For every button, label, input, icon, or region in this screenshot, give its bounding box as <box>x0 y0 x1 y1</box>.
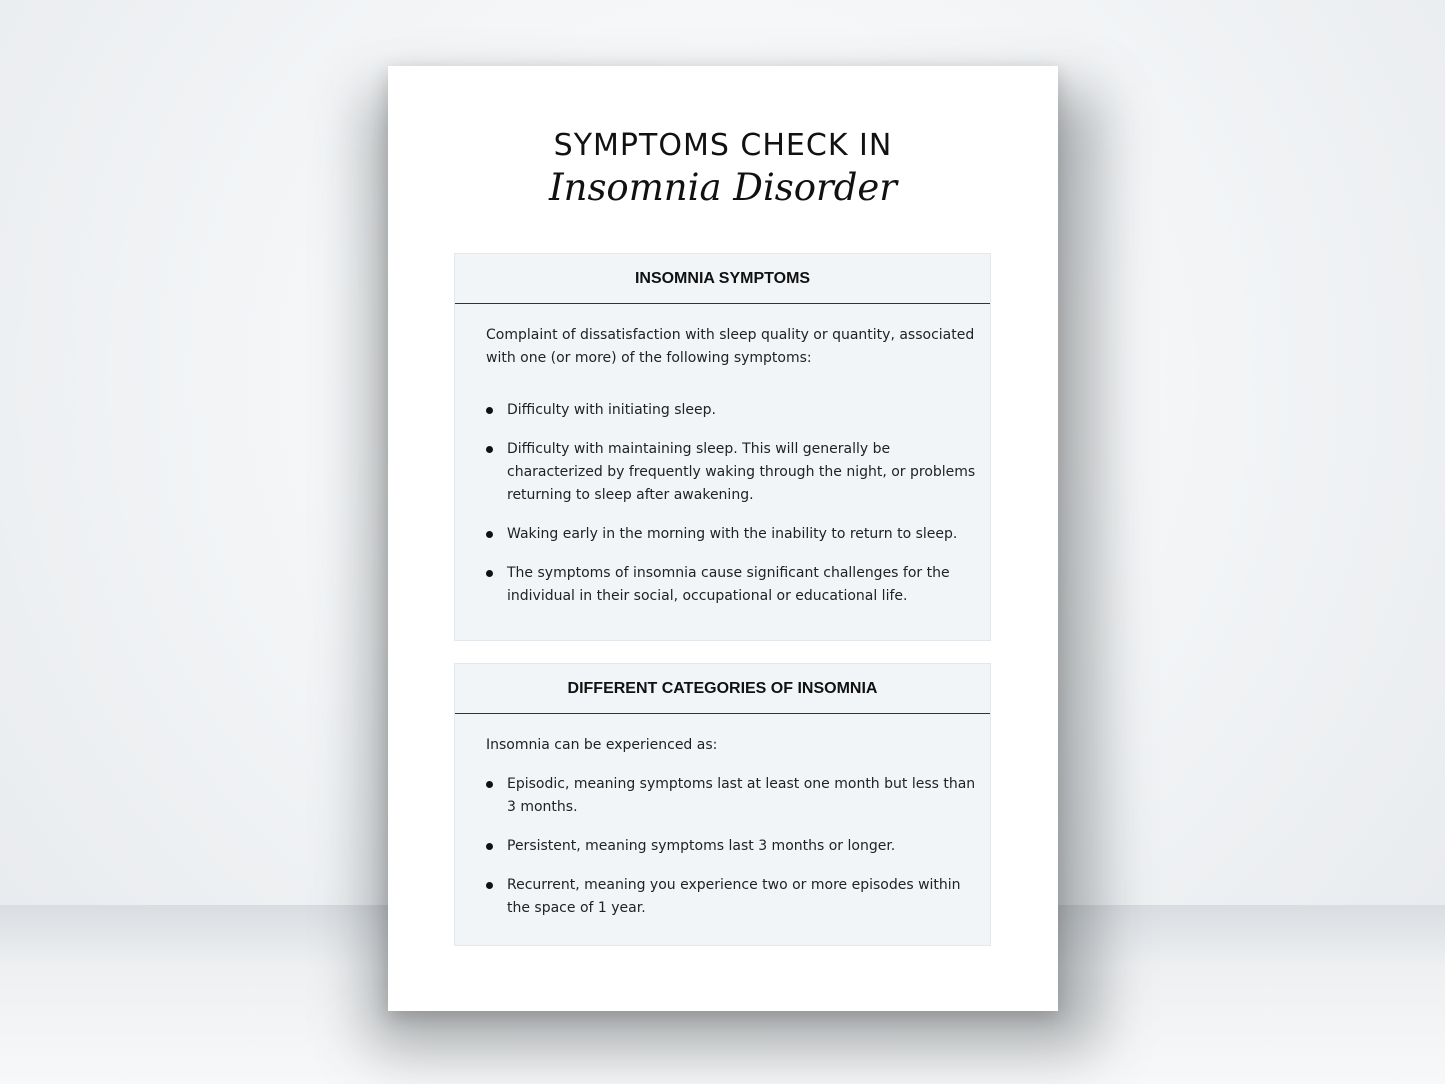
list-item-text: Waking early in the morning with the inability to return to sleep. <box>507 526 958 542</box>
list-item <box>486 399 976 422</box>
page-title: SYMPTOMS CHECK IN <box>553 128 893 163</box>
card-heading: DIFFERENT CATEGORIES OF INSOMNIA <box>455 664 990 714</box>
list-item <box>486 438 976 507</box>
document-page <box>388 66 1058 1011</box>
bullet-icon <box>486 407 493 414</box>
symptom-list <box>486 399 976 608</box>
list-item-text: The symptoms of insomnia cause significant challenges for the individual in their social, occupational or educational life. <box>507 565 950 604</box>
card-body <box>455 304 990 608</box>
list-item-text: Recurrent, meaning you experience two or more episodes within the space of 1 year. <box>507 877 961 916</box>
list-item <box>486 835 976 858</box>
list-item <box>486 773 976 819</box>
list-item <box>486 874 976 920</box>
bullet-icon <box>486 570 493 577</box>
insomnia-categories-card <box>454 663 991 946</box>
list-item-text: Persistent, meaning symptoms last 3 months or longer. <box>507 838 896 854</box>
list-item-text: Episodic, meaning symptoms last at least one month but less than 3 months. <box>507 776 976 815</box>
page-subtitle: Insomnia Disorder <box>549 166 897 209</box>
card-intro: Complaint of dissatisfaction with sleep quality or quantity, associated with one (or more) of the following symptoms: <box>486 327 975 366</box>
card-body <box>455 714 990 920</box>
list-item-text: Difficulty with initiating sleep. <box>507 402 716 418</box>
list-item <box>486 562 976 608</box>
bullet-icon <box>486 446 493 453</box>
bullet-icon <box>486 843 493 850</box>
bullet-icon <box>486 882 493 889</box>
bullet-icon <box>486 531 493 538</box>
list-item <box>486 523 976 546</box>
category-list <box>486 773 976 920</box>
bullet-icon <box>486 781 493 788</box>
insomnia-symptoms-card <box>454 253 991 641</box>
card-intro: Insomnia can be experienced as: <box>486 737 718 753</box>
card-heading: INSOMNIA SYMPTOMS <box>455 254 990 304</box>
list-item-text: Difficulty with maintaining sleep. This will generally be characterized by frequently waking through the night, or problems returning to sleep after awakening. <box>507 441 976 503</box>
